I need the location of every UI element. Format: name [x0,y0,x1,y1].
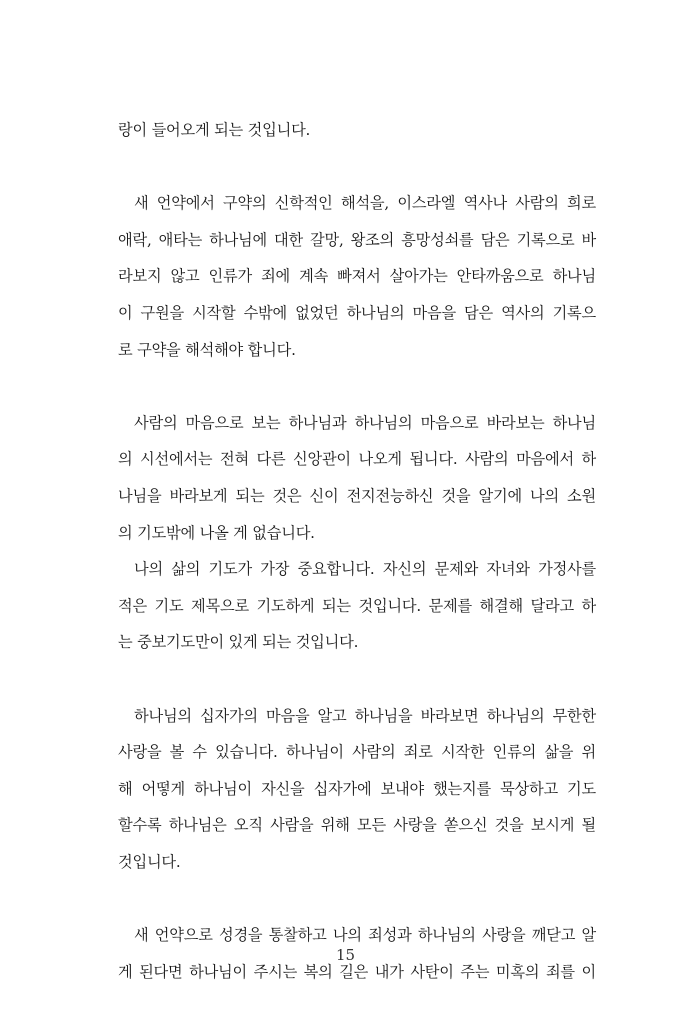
text-line: 애락, 애타는 하나님에 대한 갈망, 왕조의 흥망성쇠를 담은 기록으로 바 [118,230,596,249]
text-line: 로 구약을 해석해야 합니다. [118,340,296,359]
text-line: 게 된다면 하나님이 주시는 복의 길은 내가 사탄이 주는 미혹의 죄를 이 [118,962,596,981]
text-line: 의 시선에서는 전혀 다른 신앙관이 나오게 됩니다. 사람의 마음에서 하 [118,450,596,469]
text-line: 새 언약으로 성경을 통찰하고 나의 죄성과 하나님의 사랑을 깨닫고 알 [134,926,596,945]
paragraph [118,551,596,661]
text-line: 해 어떻게 하나님이 자신을 십자가에 보내야 했는지를 묵상하고 기도 [118,779,596,798]
text-line: 사랑을 볼 수 있습니다. 하나님이 사람의 죄로 시작한 인류의 삶을 위 [118,743,596,762]
text-line: 것입니다. [118,852,181,871]
paragraph [118,405,596,551]
text-line: 하나님의 십자가의 마음을 알고 하나님을 바라보면 하나님의 무한한 [134,706,596,725]
paragraph [118,185,596,368]
text-line: 라보지 않고 인류가 죄에 계속 빠져서 살아가는 안타까움으로 하나님 [118,267,596,286]
text-line: 나의 삶의 기도가 가장 중요합니다. 자신의 문제와 자녀와 가정사를 [134,560,596,579]
text-line: 는 중보기도만이 있게 되는 것입니다. [118,633,359,652]
text-line: 나님을 바라보게 되는 것은 신이 전지전능하신 것을 알기에 나의 소원 [118,486,596,505]
text-line: 새 언약에서 구약의 신학적인 해석을, 이스라엘 역사나 사람의 희로 [134,194,596,213]
text-line: 이 구원을 시작할 수밖에 없었던 하나님의 마음을 담은 역사의 기록으 [118,303,596,322]
paragraph-gap [118,368,596,405]
text-line: 적은 기도 제목으로 기도하게 되는 것입니다. 문제를 해결해 달라고 하 [118,596,596,615]
paragraph-gap [118,880,596,917]
paragraph [118,112,596,149]
paragraph [118,698,596,881]
paragraph-gap [118,149,596,186]
text-line: 사람의 마음으로 보는 하나님과 하나님의 마음으로 바라보는 하나님 [134,413,596,432]
body-text [118,112,596,990]
text-line: 할수록 하나님은 오직 사람을 위해 모든 사랑을 쏟으신 것을 보시게 될 [118,816,596,835]
text-line: 의 기도밖에 나올 게 없습니다. [118,523,315,542]
page-number: 15 [335,946,356,964]
paragraph-gap [118,661,596,698]
text-line: 랑이 들어오게 되는 것입니다. [118,121,311,139]
